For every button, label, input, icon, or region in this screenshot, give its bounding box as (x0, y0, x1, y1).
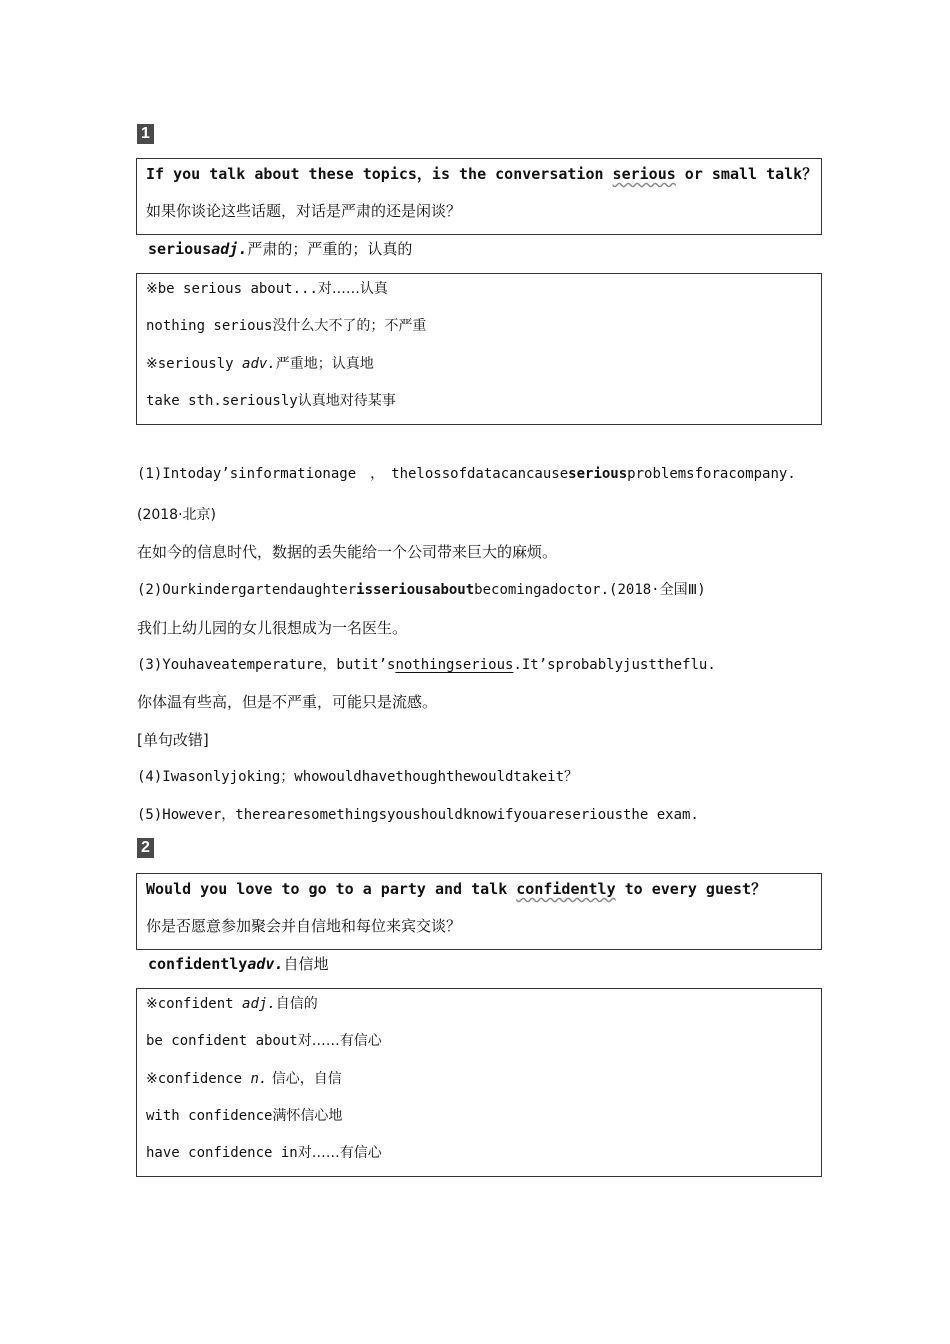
note-en: nothing serious (146, 318, 273, 334)
key-word: confidently (516, 880, 616, 898)
note-mark: ※ (146, 356, 158, 372)
headword-line (148, 238, 412, 259)
exercise-heading: [单句改错] (137, 731, 209, 749)
note-en: be confident about (146, 1033, 298, 1049)
note-cn: 没什么大不了的；不严重 (272, 318, 427, 334)
example-key: isseriousabout (356, 582, 475, 598)
note-cn: 对……认真 (317, 281, 388, 297)
note-cn: 满怀信心地 (272, 1108, 343, 1124)
sentence-text: to every guest？ (615, 880, 767, 898)
note-en: be serious about... (157, 281, 318, 297)
key-sentence-box (136, 873, 822, 950)
notes-box (136, 988, 822, 1177)
exercise-sentence: (5)However，therearesomethingsyoushouldknowifyouareseriousthe exam. (137, 807, 699, 823)
example-sentence (137, 464, 796, 484)
example-key: nothingserious (395, 657, 514, 673)
note-cn: 对……有信心 (297, 1145, 382, 1161)
note-pos: adv. (242, 356, 276, 372)
sentence-text: If you talk about these topics，is the conversation (146, 165, 613, 183)
example-text: problemsforacompany. (627, 466, 796, 482)
headword: serious (148, 240, 212, 258)
example-text: becomingadoctor.(2018·全国Ⅲ) (474, 582, 706, 598)
note-item (146, 994, 318, 1014)
note-en: seriously (157, 356, 243, 372)
note-en: have confidence in (146, 1145, 298, 1161)
note-mark: ※ (146, 281, 158, 297)
example-source: (2018·北京) (137, 507, 217, 523)
headword-pos: adj. (211, 240, 248, 258)
headword-meaning: 自信地 (283, 955, 329, 973)
sentence-text: or small talk？ (675, 165, 818, 183)
note-item (146, 279, 388, 299)
example-text: (1)Intoday’sinformationage ， thelossofdatacancause (137, 466, 569, 482)
note-mark: ※ (146, 996, 158, 1012)
example-translation: 在如今的信息时代，数据的丢失能给一个公司带来巨大的麻烦。 (137, 543, 558, 561)
key-sentence-chinese: 你是否愿意参加聚会并自信地和每位来宾交谈？ (146, 917, 462, 935)
key-sentence-english (146, 879, 766, 899)
example-translation: 你体温有些高，但是不严重，可能只是流感。 (137, 693, 438, 711)
example-key: serious (568, 466, 628, 482)
example-sentence (137, 580, 706, 600)
exercise-sentence: (4)Iwasonlyjoking；whowouldhavethoughthewouldtakeit？ (137, 769, 579, 785)
headword-meaning: 严肃的；严重的；认真的 (247, 240, 413, 258)
note-cn: 自信的 (275, 996, 318, 1012)
note-item (146, 1143, 382, 1163)
key-sentence-english (146, 164, 817, 184)
note-item (146, 1031, 382, 1051)
example-sentence (137, 655, 716, 675)
example-translation: 我们上幼儿园的女儿很想成为一名医生。 (137, 619, 408, 637)
headword-line (148, 953, 328, 974)
note-cn: 信心，自信 (267, 1071, 342, 1087)
key-sentence-box (136, 158, 822, 235)
example-text: .It’sprobablyjusttheflu. (513, 657, 716, 673)
sentence-text: Would you love to go to a party and talk (146, 880, 517, 898)
note-pos: n. (250, 1071, 268, 1087)
headword-pos: adv. (247, 955, 284, 973)
note-cn: 对……有信心 (297, 1033, 382, 1049)
note-item (146, 1106, 342, 1126)
note-item (146, 354, 374, 374)
example-text: (2)Ourkindergartendaughter (137, 582, 357, 598)
note-en: with confidence (146, 1108, 273, 1124)
note-mark: ※ (146, 1071, 158, 1087)
section-number-badge: 2 (137, 838, 154, 858)
section-number-badge: 1 (137, 124, 154, 144)
note-cn: 认真地对待某事 (297, 393, 396, 409)
note-cn: 严重地；认真地 (275, 356, 374, 372)
example-text: (3)Youhaveatemperature，butit’s (137, 657, 396, 673)
note-item (146, 391, 396, 411)
note-en: take sth.seriously (146, 393, 298, 409)
note-item (146, 316, 426, 336)
note-item (146, 1069, 342, 1089)
note-pos: adj. (242, 996, 276, 1012)
note-en: confident (157, 996, 243, 1012)
note-en: confidence (157, 1071, 251, 1087)
key-sentence-chinese: 如果你谈论这些话题，对话是严肃的还是闲谈？ (146, 202, 462, 220)
key-word: serious (612, 165, 676, 183)
headword: confidently (148, 955, 248, 973)
notes-box (136, 273, 822, 425)
